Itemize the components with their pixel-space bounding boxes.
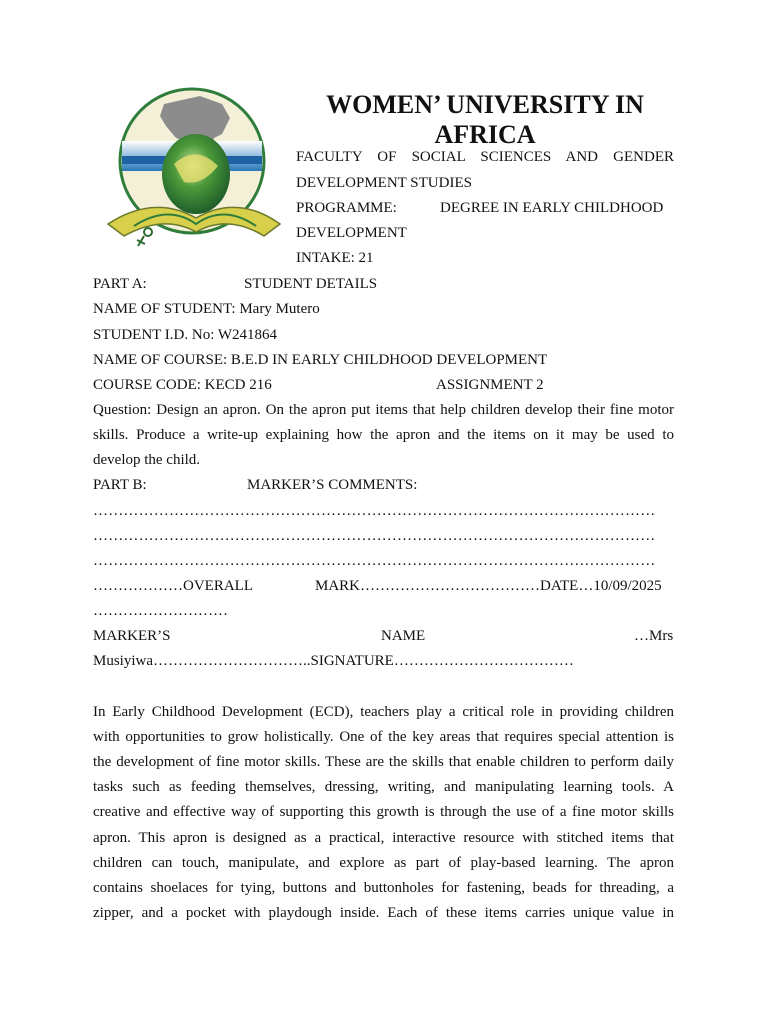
body-line-4: tasks such as feeding themselves, dressing, writing, and manipulating learning tools. A	[93, 779, 674, 795]
student-details-heading: STUDENT DETAILS	[244, 276, 378, 292]
body-line-1: In Early Childhood Development (ECD), teachers play a critical role in providing children	[93, 704, 674, 720]
mark-date: MARK………………………………DATE…10/09/2025	[315, 578, 662, 594]
body-line-2: with opportunities to grow holistically. One of the key areas that requires special attention is	[93, 729, 674, 745]
intake: INTAKE: 21	[296, 250, 374, 266]
body-line-7: children can touch, manipulate, and explore as part of play-based learning. The apron	[93, 855, 674, 871]
assignment-number: ASSIGNMENT 2	[436, 377, 544, 393]
body-line-5: creative and effective way of supporting this growth is through the use of a fine motor skills	[93, 804, 674, 820]
question-line-1: Question: Design an apron. On the apron put items that help children develop their fine motor	[93, 402, 674, 418]
body-line-8: contains shoelaces for tying, buttons and buttonholes for fastening, beads for threading, a	[93, 880, 674, 896]
comment-line-3: …………………………………………………………………………………………………	[93, 553, 656, 569]
body-line-3: the development of fine motor skills. These are the skills that enable children to perform daily	[93, 754, 674, 770]
marker-comments-heading: MARKER’S COMMENTS:	[247, 477, 418, 493]
question-line-3: develop the child.	[93, 452, 201, 468]
comment-line-2: …………………………………………………………………………………………………	[93, 528, 656, 544]
course-code: COURSE CODE: KECD 216	[93, 377, 272, 393]
part-a-label: PART A:	[93, 276, 147, 292]
question-line-2: skills. Produce a write-up explaining how the apron and the items on it may be used to	[93, 427, 674, 443]
programme-label: PROGRAMME:	[296, 200, 397, 216]
marker-label: MARKER’S	[93, 628, 171, 644]
body-line-9: zipper, and a pocket with playdough inside. Each of these items carries unique value in	[93, 905, 674, 921]
name-of-student: NAME OF STUDENT: Mary Mutero	[93, 301, 320, 317]
part-b-label: PART B:	[93, 477, 147, 493]
overall-continuation: ………………………	[93, 603, 228, 619]
comment-line-1: …………………………………………………………………………………………………	[93, 503, 656, 519]
signature-line: Musiyiwa…………………………..SIGNATURE………………………………	[93, 653, 574, 669]
faculty-line-1: FACULTY OF SOCIAL SCIENCES AND GENDER	[296, 149, 674, 165]
overall-label: ………………OVERALL	[93, 578, 253, 594]
programme-value: DEGREE IN EARLY CHILDHOOD	[440, 200, 664, 216]
name-label: NAME	[381, 628, 426, 644]
body-line-6: apron. This apron is designed as a practical, interactive resource with stitched items that	[93, 830, 674, 846]
university-logo	[104, 86, 284, 256]
student-id: STUDENT I.D. No: W241864	[93, 327, 278, 343]
name-of-course: NAME OF COURSE: B.E.D IN EARLY CHILDHOOD DEVELOPMENT	[93, 352, 548, 368]
programme-value-cont: DEVELOPMENT	[296, 225, 407, 241]
faculty-line-2: DEVELOPMENT STUDIES	[296, 175, 472, 191]
marker-name-prefix: …Mrs	[634, 628, 674, 644]
university-title: WOMEN’ UNIVERSITY IN AFRICA	[326, 90, 644, 149]
